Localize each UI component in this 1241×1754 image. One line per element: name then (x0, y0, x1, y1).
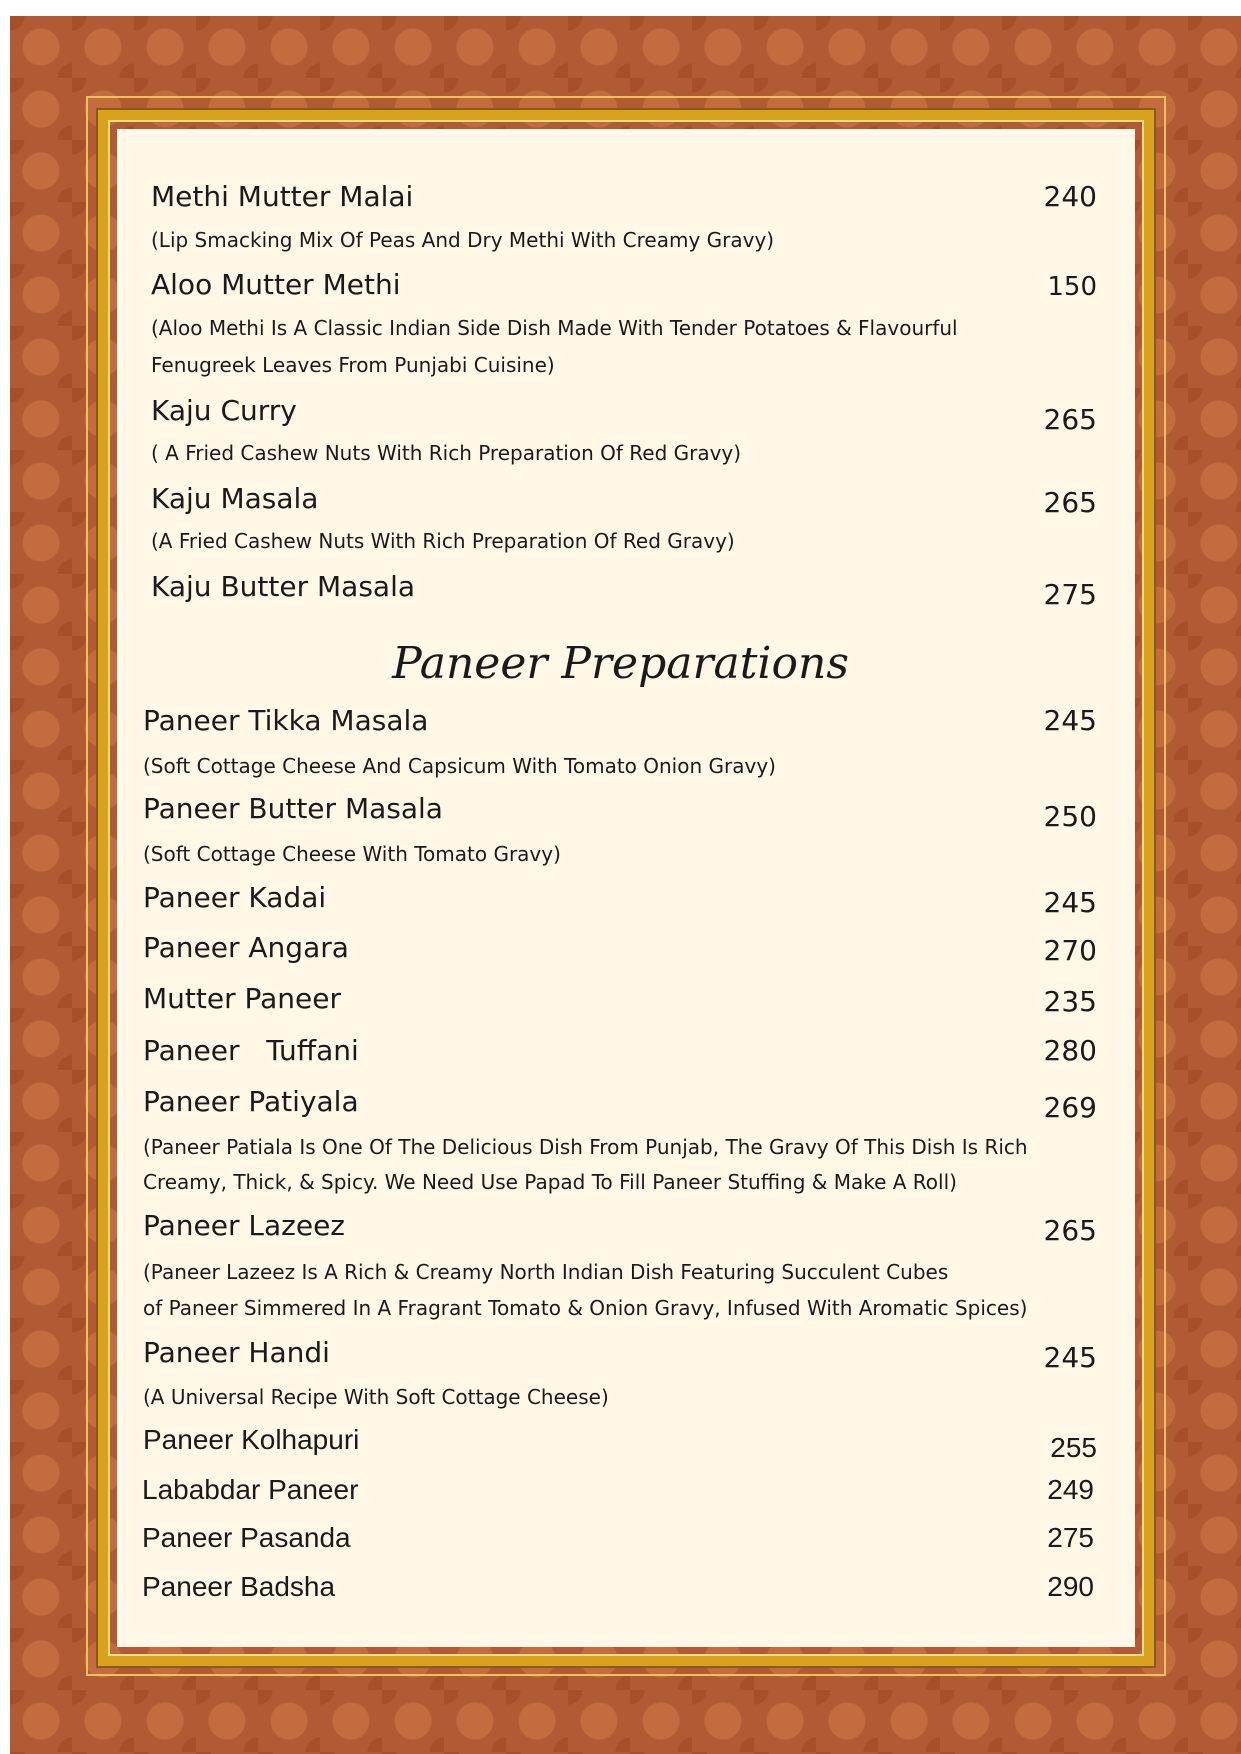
menu-item-price: 265 (1043, 1214, 1097, 1247)
menu-item-name: Paneer Badsha (142, 1571, 336, 1602)
menu-item-price: 150 (1047, 272, 1097, 302)
menu-item-price: 290 (1047, 1571, 1094, 1602)
menu-item-name: Paneer Pasanda (142, 1522, 351, 1553)
menu-item-price: 275 (1043, 578, 1097, 611)
menu-item-description: (Soft Cottage Cheese With Tomato Gravy) (143, 842, 561, 866)
menu-item-description: ( A Fried Cashew Nuts With Rich Preparation Of Red Gravy) (151, 441, 742, 465)
menu-item-price: 275 (1047, 1522, 1094, 1553)
menu-item-description: Fenugreek Leaves From Punjabi Cuisine) (151, 353, 555, 377)
menu-item-price: 269 (1043, 1091, 1097, 1124)
menu-item-price: 250 (1043, 800, 1097, 833)
menu-item-name: Paneer Patiyala (143, 1085, 359, 1118)
menu-item-name: Paneer Butter Masala (143, 792, 443, 825)
menu-item-name: Paneer Handi (143, 1336, 330, 1369)
menu-item-description: (A Fried Cashew Nuts With Rich Preparation Of Red Gravy) (151, 529, 735, 553)
menu-item-description: (Soft Cottage Cheese And Capsicum With Tomato Onion Gravy) (143, 754, 776, 778)
menu-item-name: Paneer Tikka Masala (143, 704, 429, 737)
menu-item-price: 255 (1050, 1432, 1097, 1463)
menu-item-price: 280 (1043, 1034, 1097, 1067)
menu-item-price: 240 (1043, 180, 1097, 213)
menu-item-name: Kaju Butter Masala (151, 570, 416, 603)
menu-item-price: 265 (1043, 486, 1097, 519)
menu-item-description: (Aloo Methi Is A Classic Indian Side Dish Made With Tender Potatoes & Flavourful (151, 316, 958, 340)
menu-item-price: 249 (1047, 1474, 1094, 1505)
section-heading: Paneer Preparations (392, 638, 849, 689)
menu-item-name: Paneer Kolhapuri (143, 1424, 360, 1455)
menu-item-description: (Lip Smacking Mix Of Peas And Dry Methi With Creamy Gravy) (151, 228, 775, 252)
menu-item-price: 245 (1043, 704, 1097, 737)
menu-item-price: 235 (1043, 985, 1097, 1018)
menu-item-price: 245 (1043, 1341, 1097, 1374)
menu-item-description: (Paneer Lazeez Is A Rich & Creamy North Indian Dish Featuring Succulent Cubes (143, 1260, 949, 1284)
menu-item-name: Paneer Lazeez (143, 1209, 346, 1242)
menu-item-name: Methi Mutter Malai (151, 180, 414, 213)
menu-item-description: of Paneer Simmered In A Fragrant Tomato & Onion Gravy, Infused With Aromatic Spices) (143, 1296, 1028, 1320)
menu-item-name: Kaju Curry (151, 394, 297, 427)
menu-item-name: Lababdar Paneer (142, 1474, 359, 1505)
menu-item-description: (A Universal Recipe With Soft Cottage Cheese) (143, 1385, 609, 1409)
menu-item-price: 270 (1043, 934, 1097, 967)
menu-item-description: (Paneer Patiala Is One Of The Delicious Dish From Punjab, The Gravy Of This Dish Is Rich (143, 1135, 1028, 1159)
menu-item-description: Creamy, Thick, & Spicy. We Need Use Papad To Fill Paneer Stuffing & Make A Roll) (143, 1170, 957, 1194)
menu-item-name: Paneer Tuffani (143, 1034, 359, 1067)
menu-item-name: Paneer Angara (143, 931, 349, 964)
menu-item-name: Mutter Paneer (143, 982, 341, 1015)
menu-item-name: Paneer Kadai (143, 881, 327, 914)
menu-item-name: Aloo Mutter Methi (151, 268, 401, 301)
menu-item-price: 245 (1043, 886, 1097, 919)
menu-item-price: 265 (1043, 403, 1097, 436)
menu-item-name: Kaju Masala (151, 482, 319, 515)
